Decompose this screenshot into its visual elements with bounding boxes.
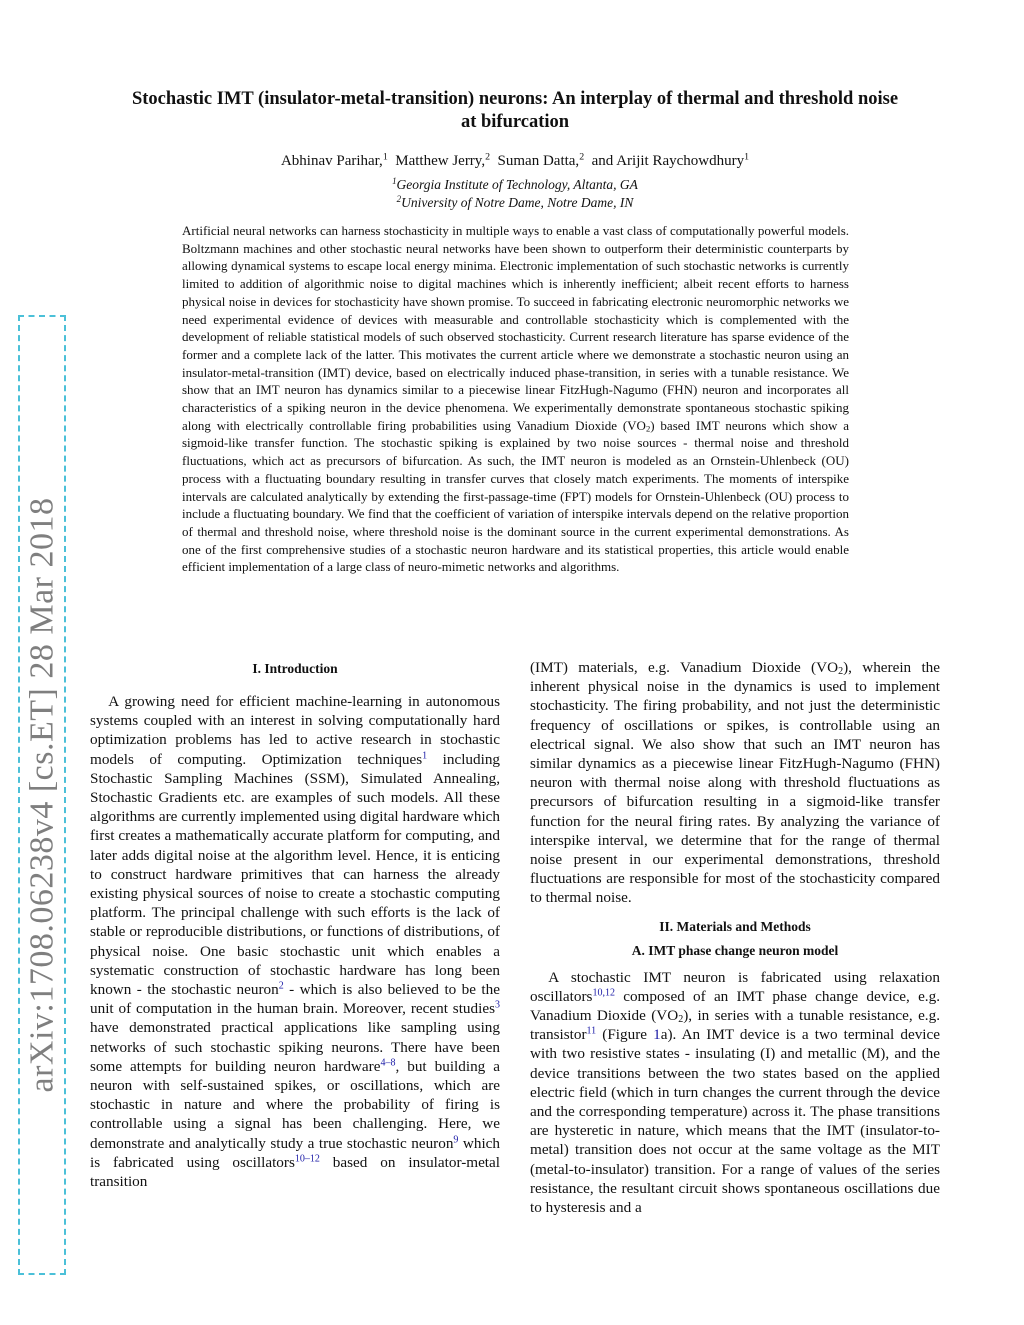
author: Abhinav Parihar,$^1$ xyxy=(280,151,388,169)
left-column xyxy=(90,658,500,1191)
citation-link[interactable]: 4–8 xyxy=(380,1057,396,1069)
abstract: Artificial neural networks can harness stochasticity in multiple ways to enable a vast class of computationally powerful models. Boltzmann machines and other stochastic neural networks have been shown to outperform their deterministic counterparts by allowing dynamical systems to escape local energy minima. Electronic implementation of such stochastic networks is currently limited to addition of algorithmic noise to digital machines which is inherently inefficient; albeit recent efforts to harness physical noise in devices for stochasticity have shown promise. To succeed in fabricating electronic neuromorphic networks we need experimental evidence of devices with measurable and controllable stochasticity which is complemented with the development of reliable statistical models of such observed stochasticity. Current research literature has sparse evidence of the former and a complete lack of the latter. This motivates the current article where we demonstrate a stochastic neuron using an insulator-metal-transition (IMT) device, based on electrically induced phase-transition, in series with a tunable resistance. We show that an IMT neuron has dynamics similar to a piecewise linear FitzHugh-Nagumo (FHN) neuron and incorporates all characteristics of a spiking neuron in the device phenomena. We experimentally demonstrate spontaneous stochastic spiking along with electrically controllable firing probabilities using Vanadium Dioxide $(VO_2)$ based IMT neurons which show a sigmoid-like transfer function. The stochastic spiking is explained by two noise sources - thermal noise and threshold fluctuations, which act as precursors of bifurcation. As such, the IMT neuron is modeled as an Ornstein-Uhlenbeck (OU) process with a fluctuating boundary resulting in transfer curves that closely match experiments. The moments of interspike intervals are calculated analytically by extending the first-passage-time (FPT) models for Ornstein-Uhlenbeck (OU) process to include a fluctuating boundary. We find that the coefficient of variation of interspike intervals depend on the relative proportion of thermal and threshold noise, where threshold noise is the dominant source in the current experimental demonstrations. As one of the first comprehensive studies of a stochastic neuron hardware and its statistical properties, this article would enable efficient implementation of a large class of neuro-mimetic networks and algorithms. xyxy=(182,223,849,575)
citation-link[interactable]: 11 xyxy=(586,1025,597,1037)
affiliation: $^2$University of Notre Dame, Notre Dame, IN xyxy=(396,194,634,210)
section-heading-materials-methods: II. Materials and Methods xyxy=(659,918,811,934)
arxiv-identifier-stamp xyxy=(18,315,66,1275)
intro-paragraph: A growing need for efficient machine-learning in autonomous systems coupled with an interest in solving computationally hard optimization problems has led to active research in stochastic models of computing. Optimization techniques$^1$ including Stochastic Sampling Machines (SSM), Simulated Annealing, Stochastic Gradients etc. are examples of such models. All these algorithms are currently implemented using digital hardware which first creates a mathematically accurate platform for computing, and later adds digital noise at the algorithm level. Hence, it is enticing to construct hardware primitives that can harness the already existing physical sources of noise to create a stochastic computing platform. The principal challenge with such efforts is the lack of stable or reproducible distributions, or functions of distributions, of physical noise. One basic stochastic unit which enables a systematic construction of stochastic hardware has long been known - the stochastic neuron$^2$ - which is also believed to be the unit of computation in the human brain. Moreover, recent studies$^3$ have demonstrated practical applications like sampling using networks of such stochastic spiking neurons. There have been some attempts for building neuron hardware$^{4-8}$, but building a neuron with self-sustained spikes, or oscillations, which are stochastic in nature and where the probability of firing is controllable using a signal has been challenging. Here, we demonstrate and analytically study a true stochastic neuron$^9$ which is fabricated using oscillators$^{10-12}$ based on insulator-metal transition xyxy=(90,693,501,1191)
citation-link[interactable]: 9 xyxy=(453,1134,459,1146)
section-heading-introduction: I. Introduction xyxy=(252,661,338,676)
title-line-1: Stochastic IMT (insulator-metal-transition) neurons: An interplay of thermal and threshold noise xyxy=(131,89,899,109)
intro-paragraph-continued: (IMT) materials, e.g. Vanadium Dioxide $(VO_2)$, wherein the inherent physical noise in the dynamics is used to implement stochasticity. The firing probability, and not just the deterministic frequency of oscillations or spikes, is controllable using an electrical signal. We also show that such an IMT neuron has similar dynamics as a piecewise linear FitzHugh-Nagumo (FHN) neuron with thermal noise along with threshold fluctuations as precursors of bifurcation resulting in a sigmoid-like transfer function for the neural firing rates. By analyzing the variance of interspike interval, we determine that for the range of thermal noise present in our experimental demonstrations, threshold fluctuations are responsible for most of the stochasticity compared to thermal noise. xyxy=(530,659,940,907)
citation-link[interactable]: 2 xyxy=(278,980,284,992)
arxiv-id-text: arXiv:1708.06238v4 [cs.ET] 28 Mar 2018 xyxy=(23,497,61,1093)
author: and Arijit Raychowdhury$^1$ xyxy=(591,151,750,169)
affiliation: $^1$Georgia Institute of Technology, Altanta, GA xyxy=(392,176,638,192)
figure-link[interactable]: 1 xyxy=(653,1026,661,1044)
paper-title xyxy=(90,88,940,134)
right-column xyxy=(530,658,940,1217)
citation-link[interactable]: 10,12 xyxy=(592,987,615,999)
author-list xyxy=(90,151,940,171)
author: Matthew Jerry,$^2$ xyxy=(395,151,491,169)
affiliations xyxy=(90,176,940,212)
citation-link[interactable]: 1 xyxy=(422,750,428,762)
methods-paragraph: A stochastic IMT neuron is fabricated using relaxation oscillators$^{10,12}$ composed of an IMT phase change device, e.g. Vanadium Dioxide $(VO_2)$, in series with a tunable resistance, e.g. transistor$^{11}$ (Figure 1a). An IMT device is a two terminal device with two resistive states - insulating (I) and metallic (M), and the device transitions between the two states based on the applied electric field (which in turn changes the current through the device and the corresponding temperature) across it. The phase transitions are hysteretic in nature, which means that the IMT (insulator-to-metal) transition does not occur at the same voltage as the MIT (metal-to-insulator) transition. For a range of values of the series resistance, the resultant circuit shows spontaneous oscillations due to hysteresis and a xyxy=(530,968,940,1217)
citation-link[interactable]: 3 xyxy=(494,999,500,1011)
author: Suman Datta,$^2$ xyxy=(497,151,585,169)
citation-link[interactable]: 10–12 xyxy=(294,1153,320,1165)
subsection-heading-imt-model: A. IMT phase change neuron model xyxy=(631,942,839,958)
title-line-2: at bifurcation xyxy=(460,112,570,132)
